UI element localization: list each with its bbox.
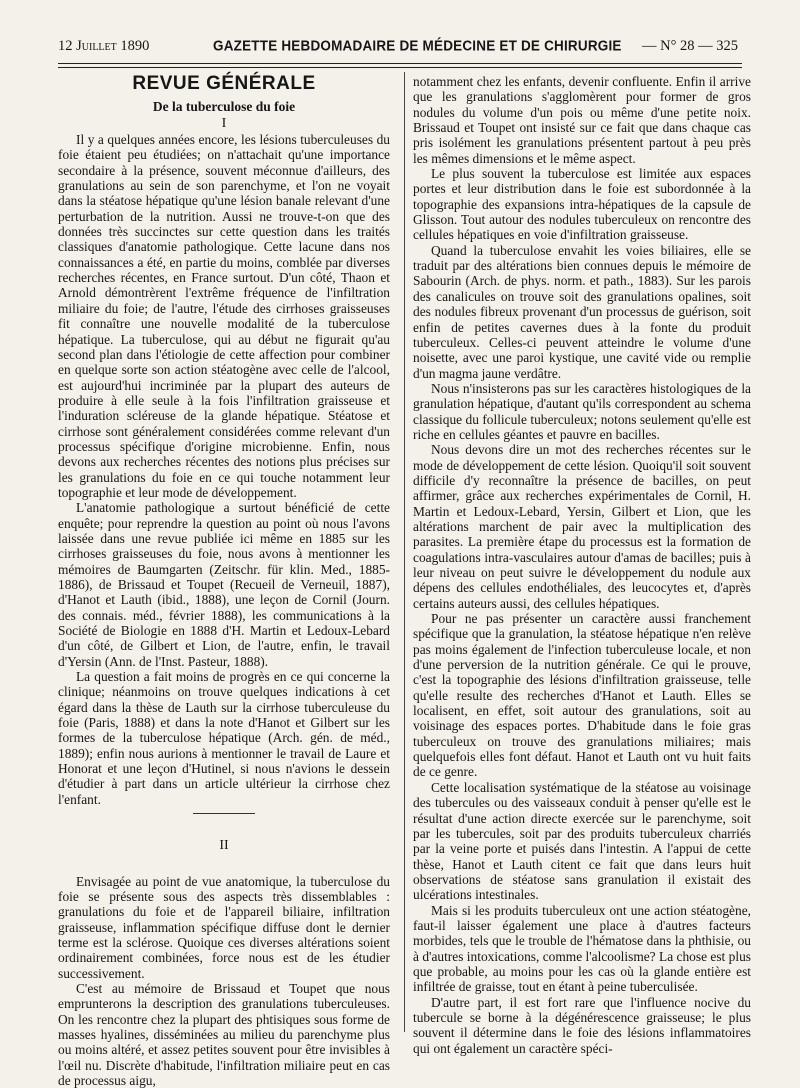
paragraph: D'autre part, il est fort rare que l'influence nocive du tubercule se borne à la dégénérescence graisseuse; le plus souvent il détermine dans le foie des lésions inflammatoires qui ont également un caractère spéci- — [413, 994, 751, 1056]
paragraph: notamment chez les enfants, devenir confluente. Enfin il arrive que les granulations s'agglomèrent pour former de gros nodules du volume d'un pois ou même d'une petite noix. Brissaud et Toupet ont insisté sur ce fait que dans chaque cas pris isolément les granulations présentent partout à peu près les mêmes dimensions et le même aspect. — [413, 74, 751, 166]
paragraph: Envisagée au point de vue anatomique, la tuberculose du foie se présente sous des aspects très dissemblables : granulations du foie et de l'appareil biliaire, infiltration graisseuse, inflammation spécifique diffuse dont le dernier terme est la sclérose. Quoique ces diverses altérations soient ordinairement combinées, force nous est de les étudier successivement. — [58, 873, 390, 981]
issue-date: 12 Juillet 1890 — [58, 38, 150, 54]
paragraph: Cette localisation systématique de la stéatose au voisinage des tubercules ou des vaisseaux conduit à penser qu'elle est le résultat d'une action directe exercée sur le parenchyme, soit par les tubercules, soit par des produits tuberculeux charriés par la veine porte et puisés dans l'intestin. A l'appui de cette thèse, Hanot et Lauth citent ce fait que dans leurs huit observations de stéatose sans granulation il existait des ulcérations intestinales. — [413, 779, 751, 903]
issue-page-number: — N° 28 — 325 — [641, 38, 738, 54]
paragraph: Quand la tuberculose envahit les voies biliaires, elle se traduit par des altérations bien connues depuis le mémoire de Sabourin (Arch. de phys. norm. et path., 1883). Sur les parois des canalicules on trouve soit des granulations opalines, soit des nodules fibreux provenant d'un processus de guérison, soit enfin de petites cavernes dues à la fonte du produit tuberculeux. Celles-ci peuvent atteindre le volume d'une noisette, avec une paroi kystique, une cavité vide ou remplie d'un magma jaune verdâtre. — [413, 242, 751, 381]
journal-title: GAZETTE HEBDOMADAIRE DE MÉDECINE ET DE CHIRURGIE — [213, 37, 622, 54]
header-rule — [58, 63, 742, 64]
section-title: REVUE GÉNÉRALE — [132, 73, 316, 94]
section-divider — [193, 813, 255, 814]
paragraph: C'est au mémoire de Brissaud et Toupet que nous emprunterons la description des granulations tuberculeuses. On les rencontre chez la plupart des phtisiques sous forme de masses hyalines, disséminées au milieu du parenchyme plus ou moins altéré, et assez petites souvent pour être invisibles à l'œil nu. Discrète d'habitude, l'infiltration miliaire peut en cas de processus aigu, — [58, 980, 390, 1088]
paragraph: L'anatomie pathologique a surtout bénéficié de cette enquête; pour reprendre la question au point où nous l'avons laissée dans une revue publiée ici même en 1885 sur les cirrhoses graisseuses du foie, nous avons à mentionner les mémoires de Baumgarten (Zeitschr. für klin. Med., 1885-1886), de Brissaud et Toupet (Recueil de Verneuil, 1887), d'Hanot et Lauth (ibid., 1888), une leçon de Cornil (Journ. des connais. méd., février 1888), les communications à la Société de Biologie en 1888 d'H. Martin et Ledoux-Lebard d'un côté, de Gilbert et Lion, de l'autre, enfin, le travail d'Yersin (Ann. de l'Inst. Pasteur, 1888). — [58, 500, 390, 669]
part-heading-1: I — [221, 115, 227, 131]
right-column — [413, 74, 751, 1056]
part-heading-2: II — [219, 838, 229, 854]
paragraph: Mais si les produits tuberculeux ont une action stéatogène, faut-il laisser également une place à d'autres facteurs morbides, tels que le trouble de l'hématose dans la phthisie, ou à d'autres intoxications, comme l'alcoolisme? La chose est plus que probable, au moins pour les cas où la glande entière est infiltrée de graisse, tout en étant à peine tuberculisée. — [413, 902, 751, 995]
paragraph: Le plus souvent la tuberculose est limitée aux espaces portes et leur distribution dans le foie est subordonnée à la topographie des expansions intra-hépatiques de la capsule de Glisson. Tout autour des nodules tuberculeux on rencontre des cellules hépatiques en voie d'infiltration graisseuse. — [413, 166, 751, 243]
running-header — [58, 38, 738, 58]
article-title: De la tuberculose du foie — [152, 99, 296, 115]
header-rule-double — [58, 67, 742, 68]
paragraph: Nous n'insisterons pas sur les caractères histologiques de la granulation hépatique, d'autant qu'ils correspondent au schema classique du follicule tuberculeux; notons seulement qu'elle est riche en cellules géantes et pauvre en bacilles. — [413, 380, 751, 442]
left-column — [58, 74, 390, 1088]
column-divider — [404, 72, 405, 1032]
paragraph: Nous devons dire un mot des recherches récentes sur le mode de développement de cette lésion. Quoiqu'il soit souvent difficile d'y reconnaître la présence de bacilles, on peut affirmer, grâce aux recherches expérimentales de Cornil, H. Martin et Ledoux-Lebard, Yersin, Gilbert et Lion, que les altérations marchent de pair avec la multiplication des parasites. La première étape du processus est la formation de coagulations intra-vasculaires autour d'amas de bacilles; puis à leur niveau on peut suivre le développement du nodule aux dépens des cellules endothéliales, des leucocytes et, d'après certains auteurs aussi, des cellules hépatiques. — [413, 442, 751, 611]
paragraph: Pour ne pas présenter un caractère aussi franchement spécifique que la granulation, la stéatose hépatique n'en relève pas moins également de l'infection tuberculeuse locale, et non d'une perversion de la nutrition générale. Ce qui le prouve, c'est la topographie des lésions d'infiltration graisseuse, telle qu'elle resulte des recherches d'Hanot et Lauth. Elles se localisent, en effet, soit autour des granulations, soit au voisinage des espaces portes. D'habitude dans le foie gras tuberculeux on trouve des granulations miliaires; mais quelquefois elles font défaut. Hanot et Lauth ont vu huit faits de ce genre. — [413, 611, 751, 780]
paragraph: Il y a quelques années encore, les lésions tuberculeuses du foie étaient peu étudiées; on n'attachait qu'une importance secondaire à la présence, souvent méconnue d'ailleurs, des granulations au sein de son parenchyme, et l'on ne voyait dans la stéatose hépatique qu'une lésion banale relevant d'une perturbation de la nutrition. Aussi ne trouve-t-on que des données très succinctes sur cette question dans les traités classiques d'anatomie pathologique. Cette lacune dans nos connaissances a été, en partie du moins, comblée par diverses recherches récentes, en France surtout. D'un côté, Thaon et Arnold démontrèrent l'extrême fréquence de l'infiltration miliaire du foie; de l'autre, l'étude des cirrhoses graisseuses fit connaître une nouvelle modalité de la tuberculose hépatique. La tuberculose, qui au début ne figurait qu'au second plan dans l'étiologie de cette affection pour combiner en quelque sorte son action stéatogène avec celle de l'alcool, est aujourd'hui incriminée par la plupart des auteurs de produire à elle seule à la fois l'infiltration graisseuse et l'induration scléreuse de la glande hépatique. Stéatose et cirrhose sont généralement considérées comme relevant d'un processus spécifique d'origine microbienne. Enfin, nous devons aux recherches récentes des notions plus précises sur les granulations du foie en ce qui touche notamment leur topographie et leur mode de développement. — [58, 132, 390, 500]
paragraph: La question a fait moins de progrès en ce qui concerne la clinique; néanmoins on trouve quelques indications à cet égard dans la thèse de Lauth sur la cirrhose tuberculeuse du foie (Paris, 1888) et dans la note d'Hanot et Gilbert sur les formes de la tuberculose hépatique (Arch. gén. de méd., 1889); enfin nous aurions à mentionner le travail de Laure et Honorat et une leçon d'Hutinel, si nous n'avions le dessein d'étudier à part dans un article ultérieur la cirrhose chez l'enfant. — [58, 669, 390, 807]
